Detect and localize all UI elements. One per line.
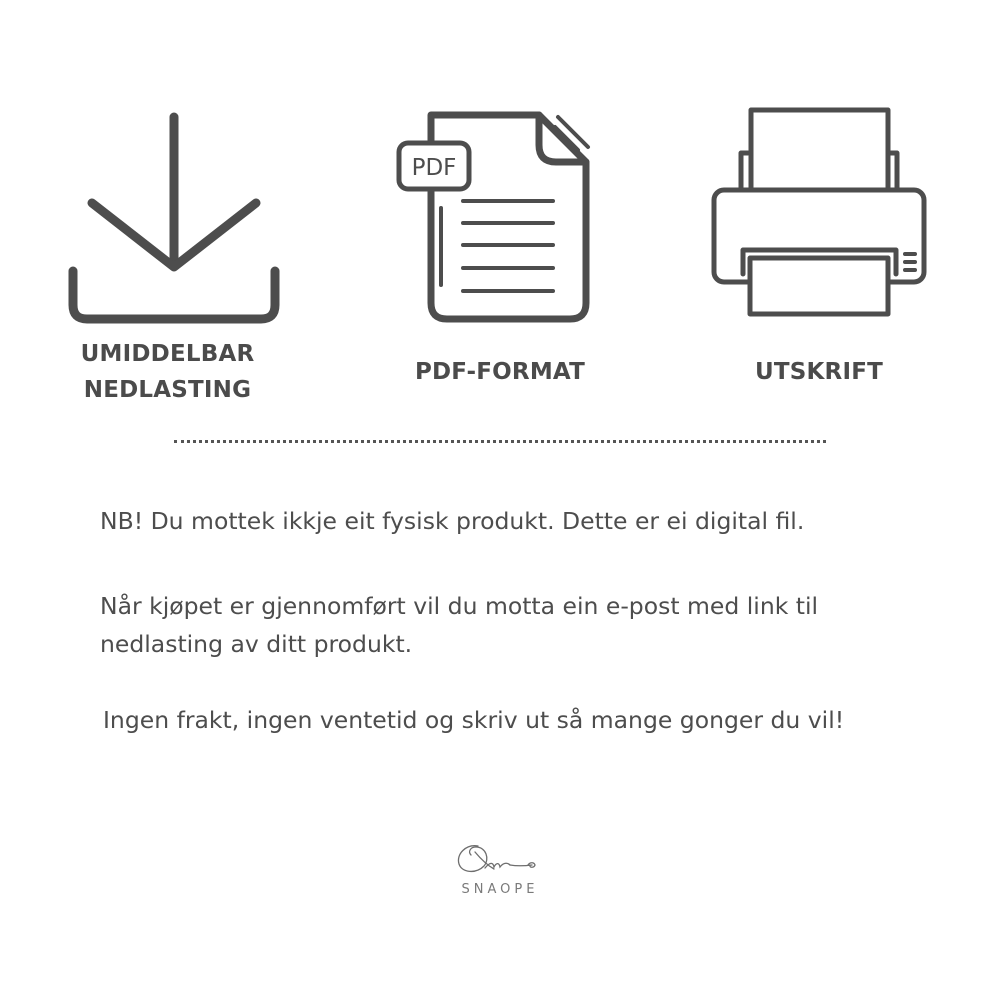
benefits-text: Ingen frakt, ingen ventetid og skriv ut så mange gonger du vil! [103, 706, 845, 734]
download-icon [60, 105, 290, 330]
feature-label-print [709, 354, 929, 390]
feature-label-line: UTSKRIFT [754, 359, 884, 385]
brand-name: SNAOPE [461, 882, 539, 897]
dotted-divider [174, 440, 826, 443]
feature-label-download [55, 336, 280, 408]
signature-logo-icon [440, 838, 560, 880]
brand-logo [440, 838, 560, 908]
pdf-document-icon [393, 105, 598, 330]
feature-label-line: NEDLASTING [83, 377, 252, 403]
delivery-text-line-1: Når kjøpet er gjennomført vil du motta ein e-post med link til [100, 592, 819, 620]
delivery-text-line-2: nedlasting av ditt produkt. [100, 630, 413, 658]
printer-icon [708, 104, 930, 324]
notice-text: NB! Du mottek ikkje eit fysisk produkt. Dette er ei digital fil. [100, 507, 805, 535]
feature-label-line: PDF-FORMAT [414, 359, 586, 385]
feature-label-line: UMIDDELBAR [80, 341, 255, 367]
feature-label-pdf [385, 354, 615, 390]
pdf-badge-text: PDF [411, 155, 457, 181]
